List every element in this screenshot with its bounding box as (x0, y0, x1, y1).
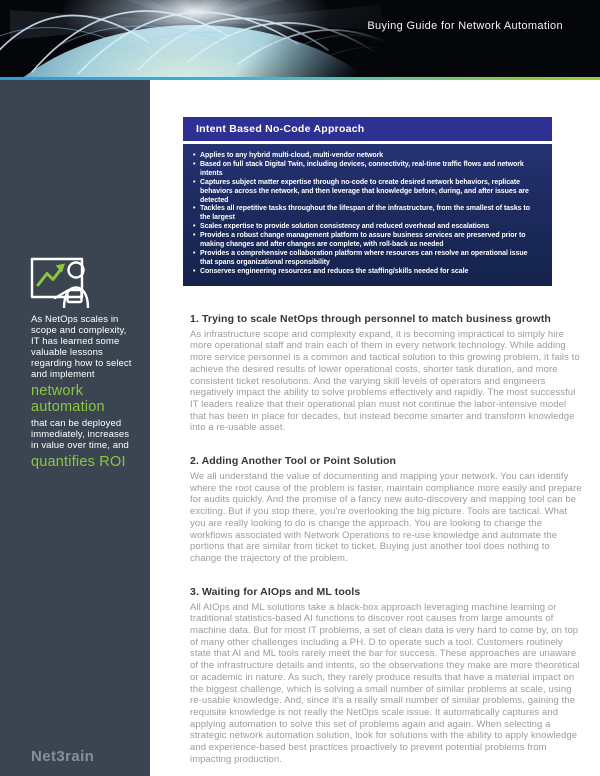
bullet-item: • Provides a robust change management platform to assure business services are preserved prior to making changes and after changes are complete, with roll-back as needed (193, 232, 538, 250)
sidebar-intro-text: As NetOps scales in scope and complexity, IT has learned some valuable lessons regarding how to select and implement (31, 314, 132, 380)
header-banner (0, 0, 600, 77)
document-title: Buying Guide for Network Automation (367, 20, 563, 32)
bullet-item: • Scales expertise to provide solution consistency and reduced overhead and escalations (193, 223, 538, 232)
feature-bullet-list (193, 152, 538, 277)
bullet-item: • Based on full stack Digital Twin, including devices, connectivity, real-time traffic flows and network intents (193, 161, 538, 179)
sidebar-callout (31, 314, 137, 473)
main-content (150, 80, 600, 765)
sidebar-highlight-quantifies-roi: quantifies ROI (31, 454, 126, 470)
section-heading: 3. Waiting for AIOps and ML tools (190, 585, 361, 598)
section-body: As infrastructure scope and complexity expand, it is becoming impractical to simply hire more operational staff and train each of them in every network technology. While adding more service personnel is a common and tactical solution to this growing problem, it fails to achieve the desired results of lower operational costs, shorter task duration, and more consistent ticket resolutions. And the varying skill levels of operators and engineers negatively impact the ability to solve problems effectively and rapidly. The most successful IT leaders realize that their operational plan must not continue the labor-intensive model that has been in place for decades, but instead become smarter and transform knowledge into a re-usable asset. (190, 328, 580, 434)
bullet-item: • Applies to any hybrid multi-cloud, multi-vendor network (193, 152, 538, 161)
section-heading: 2. Adding Another Tool or Point Solution (190, 455, 396, 468)
section-body: We all understand the value of documenting and mapping your network. You can identify where the root cause of the problem is faster, maintain compliance more easily and prepare for audits quickly. And the promise of a fancy new auto-discovery and mapping tool can be exciting. But if you stop there, you're overlooking the big picture. Tools are tactical. What you are really looking to do is change the approach. You are looking to change the workflows associated with Network Operations to re-use knowledge and automate the portions that are similar from ticket to ticket. Buying just another tool does nothing to change the trajectory of the problem. (190, 471, 582, 564)
bullet-item: • Conserves engineering resources and reduces the staffing/skills needed for scale (193, 268, 538, 277)
globe-network-image (0, 0, 600, 77)
feature-bullet-box (183, 144, 552, 286)
section-heading: 1. Trying to scale NetOps through personnel to match business growth (190, 312, 551, 325)
bullet-item: • Captures subject matter expertise through no-code to create desired network behaviors, replicate behaviors across the network, and then leverage that knowledge before, during, and after issues are detected (193, 179, 538, 206)
section-scale-netops (190, 313, 582, 434)
presenter-growth-chart-icon (29, 256, 97, 313)
netbrain-logo (31, 748, 94, 765)
section-body: All AIOps and ML solutions take a black-box approach leveraging machine learning or traditional statistics-based AI functions to discover root causes from large amounts of machine data. But for most IT problems, a set of clean data is very hard to come by, on top of many other challenges including a PH. D to operate such a tool. Customers routinely state that AI and ML tools rarely meet the bar for success. These approaches are unaware of the infrastructure details and intents, so the observations they make are more theoretical or academic in nature. As such, they rarely produce results that have a material impact on the biggest challenge, which is solving a small number of similar problems at scale, using re-usable knowledge. And, since it's a really small number of similar problems, gaining the requisite knowledge is not really the NetOps scale issue. It automatically captures and applying automation to solve this set of problems again and again. When selecting a strategic network automation solution, look for solutions with the ability to apply knowledge and experience-based best practices proactively to prevent potential problems from impacting production. (190, 601, 580, 765)
intent-banner (183, 117, 552, 141)
section-aiops-ml (190, 586, 582, 766)
logo-text-suffix: rain (65, 748, 95, 765)
bullet-item: • Tackles all repetitive tasks throughout the lifespan of the infrastructure, from the smallest of tasks to the largest (193, 205, 538, 223)
sidebar (0, 80, 150, 776)
intent-banner-title: Intent Based No-Code Approach (196, 123, 365, 135)
section-another-tool (190, 455, 582, 565)
logo-b-glyph: 3 (56, 748, 66, 765)
logo-text-prefix: Net (31, 748, 57, 765)
sidebar-highlight-network-automation: network automation (31, 383, 105, 415)
bullet-item: • Provides a comprehensive collaboration platform where resources can resolve an operational issue that spans organizational responsibility (193, 250, 538, 268)
sidebar-middle-text: that can be deployed immediately, increases in value over time, and (31, 418, 130, 451)
